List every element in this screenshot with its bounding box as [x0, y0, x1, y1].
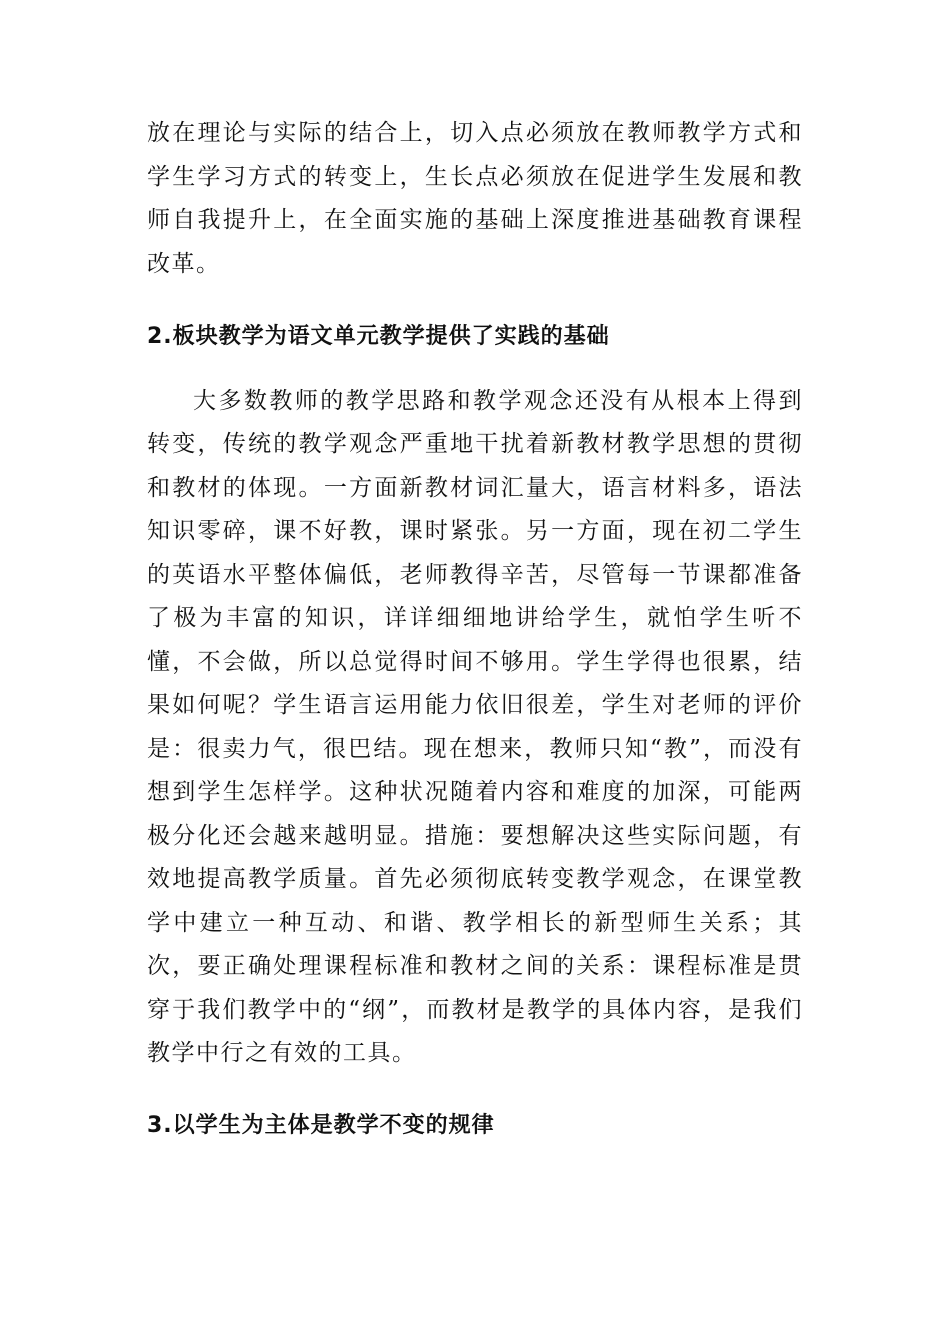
- body-paragraph: 大多数教师的教学思路和教学观念还没有从根本上得到转变，传统的教学观念严重地干扰着新教材教学思想的贯彻和教材的体现。一方面新教材词汇量大，语言材料多，语法知识零碎，课不好教，课时紧张。另一方面，现在初二学生的英语水平整体偏低，老师教得辛苦，尽管每一节课都准备了极为丰富的知识，详详细细地讲给学生，就怕学生听不懂，不会做，所以总觉得时间不够用。学生学得也很累，结果如何呢？学生语言运用能力依旧很差，学生对老师的评价是：很卖力气，很巴结。现在想来，教师只知“教”，而没有想到学生怎样学。这种状况随着内容和难度的加深，可能两极分化还会越来越明显。措施：要想解决这些实际问题，有效地提高教学质量。首先必须彻底转变教学观念，在课堂教学中建立一种互动、和谐、教学相长的新型师生关系；其次，要正确处理课程标准和教材之间的关系：课程标准是贯穿于我们教学中的“纲”，而教材是教学的具体内容，是我们教学中行之有效的工具。: [147, 387, 803, 1066]
- section-heading: 3.以学生为主体是教学不变的规律: [147, 1112, 495, 1138]
- section-heading: 2.板块教学为语文单元教学提供了实践的基础: [147, 324, 610, 349]
- body-paragraph: 放在理论与实际的结合上，切入点必须放在教师教学方式和学生学习方式的转变上，生长点必须放在促进学生发展和教师自我提升上，在全面实施的基础上深度推进基础教育课程改革。: [147, 120, 803, 277]
- document-body: [147, 112, 803, 1147]
